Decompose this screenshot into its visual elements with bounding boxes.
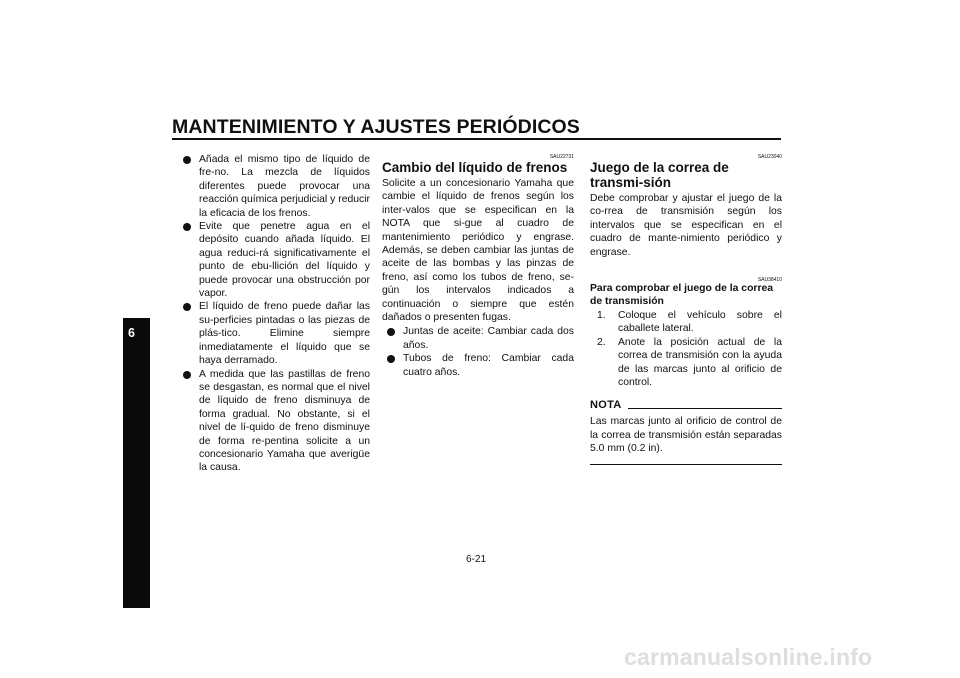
watermark: carmanualsonline.info <box>624 644 873 670</box>
column-3 <box>590 154 782 465</box>
steps-list <box>590 309 782 389</box>
bullet-icon <box>183 156 191 164</box>
title-rule <box>172 138 781 140</box>
page-title: MANTENIMIENTO Y AJUSTES PERIÓDICOS <box>172 116 580 138</box>
replacement-intervals-list <box>387 325 574 379</box>
section-heading: Cambio del líquido de frenos <box>382 160 568 175</box>
section-paragraph: Solicite a un concesionario Yamaha que cambie el líquido de frenos según los inter-valos que se especifican en la NOTA que si-gue al cuadro de mantenimiento periódico y engrase. Además, se deben cambiar las juntas de aceite de las bombas y las pinzas de freno, así como los tubos de freno, se-gún los intervalos indicados a continuación o siempre que estén dañados o presenten fugas. <box>382 178 574 324</box>
step-item <box>597 309 782 336</box>
nota-end-rule <box>590 464 782 465</box>
section-heading: Juego de la correa de transmi-sión <box>590 160 729 190</box>
page-number: 6-21 <box>466 554 487 565</box>
bullet-item <box>183 153 370 220</box>
step-number: 1. <box>597 310 606 322</box>
section-code: SAU22731 <box>549 154 574 160</box>
column-1 <box>183 153 370 475</box>
bullet-icon <box>387 328 395 336</box>
column-2 <box>382 154 574 379</box>
bullet-icon <box>183 223 191 231</box>
bullet-icon <box>183 303 191 311</box>
step-item <box>597 336 782 390</box>
nota-text: Las marcas junto al orificio de control de la correa de transmisión están separadas 5.0 mm (0.2 in). <box>590 416 782 455</box>
bullet-item <box>183 300 370 367</box>
step-text: Anote la posición actual de la correa de transmisión con la ayuda de las marcas junto al orificio de control. <box>618 336 782 389</box>
bullet-text: Juntas de aceite: Cambiar cada dos años. <box>403 326 574 351</box>
bullet-text: Tubos de freno: Cambiar cada cuatro años. <box>403 353 574 378</box>
bullet-text: A medida que las pastillas de freno se desgastan, es normal que el nivel de líquido de freno disminuya de forma gradual. No obstante, si el nivel de lí-quido de freno disminuye de forma re-pentina solicite a un concesionario Yamaha que averigüe la causa. <box>199 368 370 474</box>
subsection-heading: Para comprobar el juego de la correa de transmisión <box>590 283 774 307</box>
brake-fluid-warnings-list <box>183 153 370 475</box>
nota-rule <box>628 408 782 409</box>
bullet-icon <box>183 371 191 379</box>
nota-header <box>590 399 782 411</box>
bullet-text: Evite que penetre agua en el depósito cuando añada líquido. El agua reduci-rá significativamente el punto de ebu-llición del líquido y puede provocar una obstrucción por vapor. <box>199 221 370 300</box>
bullet-text: Añada el mismo tipo de líquido de fre-no. La mezcla de líquidos diferentes puede provocar una reacción química perjudicial y reducir la eficacia de los frenos. <box>199 154 370 219</box>
bullet-item <box>387 352 574 379</box>
section-code: SAU23040 <box>757 154 782 160</box>
chapter-tab <box>123 318 150 608</box>
step-number: 2. <box>597 336 606 348</box>
bullet-text: El líquido de freno puede dañar las su-perficies pintadas o las piezas de plás-tico. Elimine siempre inmediatamente el líquido que se haya derramado. <box>199 301 370 367</box>
bullet-item <box>183 220 370 300</box>
bullet-icon <box>387 355 395 363</box>
step-text: Coloque el vehículo sobre el caballete lateral. <box>618 310 782 335</box>
bullet-item <box>183 368 370 475</box>
chapter-number: 6 <box>128 326 135 340</box>
nota-label: NOTA <box>590 399 622 412</box>
section-paragraph: Debe comprobar y ajustar el juego de la co-rrea de transmisión según los intervalos que se especifican en el cuadro de mante-nimiento periódico y engrase. <box>590 193 782 258</box>
subsection-code: SAU38410 <box>757 277 782 284</box>
bullet-item <box>387 325 574 352</box>
